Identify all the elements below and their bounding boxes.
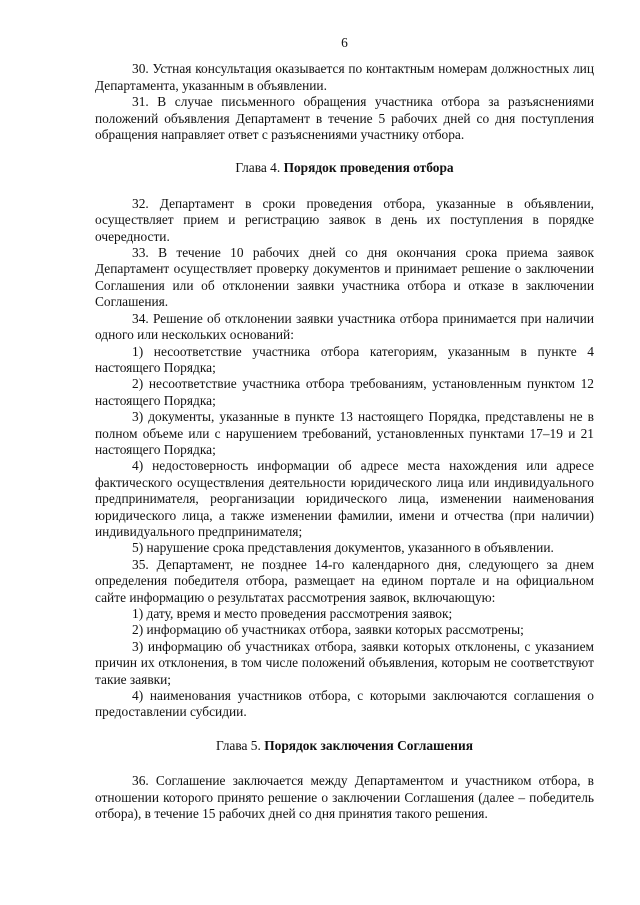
chapter-4-title: Порядок проведения отбора — [283, 160, 454, 176]
chapter-5-title: Порядок заключения Соглашения — [264, 737, 473, 753]
chapter-5-heading — [95, 738, 594, 754]
paragraph-35-item-1: 1) дату, время и место проведения рассмотрения заявок; — [132, 606, 453, 621]
paragraph-36: 36. Соглашение заключается между Департаментом и участником отбора, в отношении которого принято решение о заключении Соглашения (далее – победитель отбора), в течение 15 рабочих дней со дня принятия такого решения. — [95, 773, 594, 822]
paragraph-34: 34. Решение об отклонении заявки участника отбора принимается при наличии одного или нескольких оснований: — [95, 310, 594, 343]
page-number: 6 — [341, 35, 348, 50]
paragraph-31: 31. В случае письменного обращения участника отбора за разъяснениями положений объявления Департамент в течение 5 рабочих дней со дня поступления обращения направляет ответ с разъяснениями участнику отбора. — [95, 94, 594, 143]
paragraph-33: 33. В течение 10 рабочих дней со дня окончания срока приема заявок Департамент осуществляет проверку документов и принимает решение о заключении Соглашения или об отклонении заявки участника отбора и отказе в заключении Соглашения. — [95, 245, 594, 310]
chapter-5-prefix: Глава 5. — [216, 737, 265, 753]
paragraph-34-item-1: 1) несоответствие участника отбора категориям, указанным в пункте 4 настоящего Порядка; — [95, 343, 594, 375]
paragraph-34-item-2: 2) несоответствие участника отбора требованиям, установленным пунктом 12 настоящего Порядка; — [95, 376, 594, 408]
paragraph-34-item-5: 5) нарушение срока представления документов, указанного в объявлении. — [132, 540, 554, 556]
paragraph-35-item-3: 3) информацию об участниках отбора, заявки которых отклонены, с указанием причин их отклонения, в том числе положений объявления, которым не соответствуют такие заявки; — [95, 638, 594, 687]
paragraph-35-item-4: 4) наименования участников отбора, с которыми заключаются соглашения о предоставлении субсидии. — [95, 688, 594, 720]
paragraph-32: 32. Департамент в сроки проведения отбора, указанные в объявлении, осуществляет прием и регистрацию заявок в день их поступления в порядке очередности. — [95, 195, 594, 244]
chapter-4-prefix: Глава 4. — [235, 160, 284, 176]
chapter-4-heading — [95, 160, 594, 176]
paragraph-34-item-4: 4) недостоверность информации об адресе места нахождения или адресе фактического осуществления деятельности юридического лица или индивидуального предпринимателя, реорганизации юридического лица, изменении наименования юридического лица, а также изменении фамилии, имени и отчества (при наличии) индивидуального предпринимателя; — [95, 458, 594, 539]
paragraph-34-item-3: 3) документы, указанные в пункте 13 настоящего Порядка, представлены не в полном объеме или с нарушением требований, установленных пунктами 17–19 и 21 настоящего Порядка; — [95, 409, 594, 457]
paragraph-30: 30. Устная консультация оказывается по контактным номерам должностных лиц Департамента, указанным в объявлении. — [95, 61, 594, 93]
paragraph-35: 35. Департамент, не позднее 14-го календарного дня, следующего за днем определения победителя отбора, размещает на едином портале и на официальном сайте информацию о результатах рассмотрения заявок, включающую: — [95, 556, 594, 605]
paragraph-35-item-2: 2) информацию об участниках отбора, заявки которых рассмотрены; — [132, 622, 524, 638]
